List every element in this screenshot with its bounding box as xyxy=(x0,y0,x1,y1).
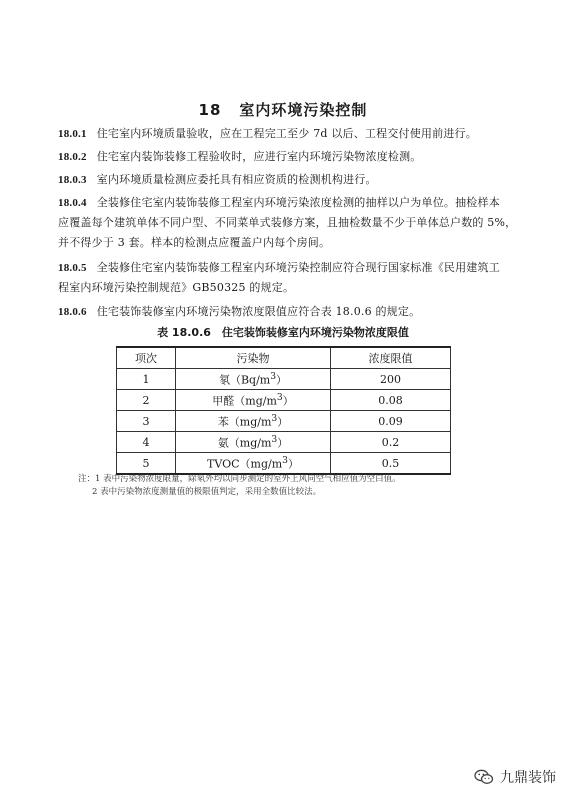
table-caption: 表 18.0.6 住宅装饰装修室内环境污染物浓度限值 xyxy=(157,326,409,339)
table-header-row xyxy=(117,347,451,369)
limit-value: 0.2 xyxy=(331,432,451,453)
clause-number: 18.0.1 xyxy=(58,128,87,140)
pollutant-cell: 苯$(mg/m^3)$ xyxy=(176,411,331,432)
clause xyxy=(58,193,520,253)
table-row xyxy=(117,411,451,432)
clause-text: 住宅室内环境质量验收，应在工程完工至少 7d 以后、工程交付使用前进行。 xyxy=(96,127,477,140)
table-row xyxy=(117,369,451,390)
column-header: 项次 xyxy=(117,347,176,369)
clause xyxy=(58,147,520,167)
table-notes xyxy=(78,473,518,499)
clause-text: 全装修住宅室内装饰装修工程室内环境污染控制应符合现行国家标准《民用建筑工 xyxy=(96,261,500,274)
watermark xyxy=(474,767,556,787)
pollutant-name: 苯 xyxy=(217,415,229,429)
row-index: 4 xyxy=(117,432,176,453)
pollutant-cell: 氡$(Bq/m^3)$ xyxy=(176,369,331,390)
table-row xyxy=(117,453,451,475)
section-number: 18 xyxy=(198,101,222,119)
pollutant-unit: mg/m xyxy=(239,415,272,429)
table-row xyxy=(117,432,451,453)
pollutant-unit: mg/m xyxy=(245,394,277,408)
note-item xyxy=(78,486,518,499)
clause-number: 18.0.5 xyxy=(58,262,87,274)
pollutant-unit: mg/m xyxy=(250,457,283,471)
clause-text: 住宅装饰装修室内环境污染物浓度限值应符合表 18.0.6 的规定。 xyxy=(96,305,421,318)
clause-text: 室内环境质量检测应委托具有相应资质的检测机构进行。 xyxy=(96,173,377,186)
note-text: 1 表中污染物浓度限量，除氡外均以同步测定的室外上风向空气相应值为空白值。 xyxy=(95,474,401,484)
clause-number: 18.0.6 xyxy=(58,306,87,318)
note-text: 2 表中污染物浓度测量值的极限值判定，采用全数值比较法。 xyxy=(92,487,322,497)
section-title-text: 室内环境污染控制 xyxy=(239,101,368,119)
limit-value: 0.09 xyxy=(331,411,451,432)
column-header: 污染物 xyxy=(176,347,331,369)
notes-label: 注： xyxy=(78,474,96,484)
clause-text: 全装修住宅室内装饰装修工程室内环境污染浓度检测的抽样以户为单位。抽检样本 xyxy=(96,196,500,209)
table-row xyxy=(117,390,451,411)
clause-text: 住宅室内装饰装修工程验收时，应进行室内环境污染物浓度检测。 xyxy=(96,150,422,163)
pollutant-cell: 氨$(mg/m^3)$ xyxy=(176,432,331,453)
clause-number: 18.0.4 xyxy=(58,197,87,209)
pollutant-unit: Bq/m xyxy=(240,373,271,387)
pollutant-cell: 甲醛$(mg/m^3)$ xyxy=(176,390,331,411)
clause xyxy=(58,124,520,144)
pollutant-cell: $TVOC(mg/m^3)$ xyxy=(176,453,331,475)
clause-continuation: 程室内环境污染控制规范》GB50325 的规定。 xyxy=(58,281,295,294)
row-index: 2 xyxy=(117,390,176,411)
clause-continuation: 应覆盖每个建筑单体不同户型、不同菜单式装修方案，且抽检数量不少于单体总户数的 5%，并不得少于 3 套。样本的检测点应覆盖户内每个房间。 xyxy=(58,216,517,249)
wechat-icon xyxy=(474,769,494,785)
row-index: 1 xyxy=(117,369,176,390)
clause-number: 18.0.3 xyxy=(58,174,87,186)
pollutant-limit-table xyxy=(116,346,451,475)
limit-value: 200 xyxy=(331,369,451,390)
limit-value: 0.08 xyxy=(331,390,451,411)
clause xyxy=(58,302,520,322)
limit-value: 0.5 xyxy=(331,453,451,475)
pollutant-name: 氡 xyxy=(218,373,230,387)
row-index: 5 xyxy=(117,453,176,475)
clause-number: 18.0.2 xyxy=(58,151,87,163)
note-item xyxy=(78,473,518,486)
column-header: 浓度限值 xyxy=(331,347,451,369)
pollutant-name: TVOC xyxy=(207,457,240,471)
pollutant-unit: mg/m xyxy=(239,436,272,450)
section-title xyxy=(0,99,566,120)
pollutant-name: 甲醛 xyxy=(212,394,235,408)
watermark-text: 九鼎装饰 xyxy=(500,770,556,786)
row-index: 3 xyxy=(117,411,176,432)
clause xyxy=(58,258,520,298)
pollutant-name: 氨 xyxy=(217,436,229,450)
clause xyxy=(58,170,520,190)
